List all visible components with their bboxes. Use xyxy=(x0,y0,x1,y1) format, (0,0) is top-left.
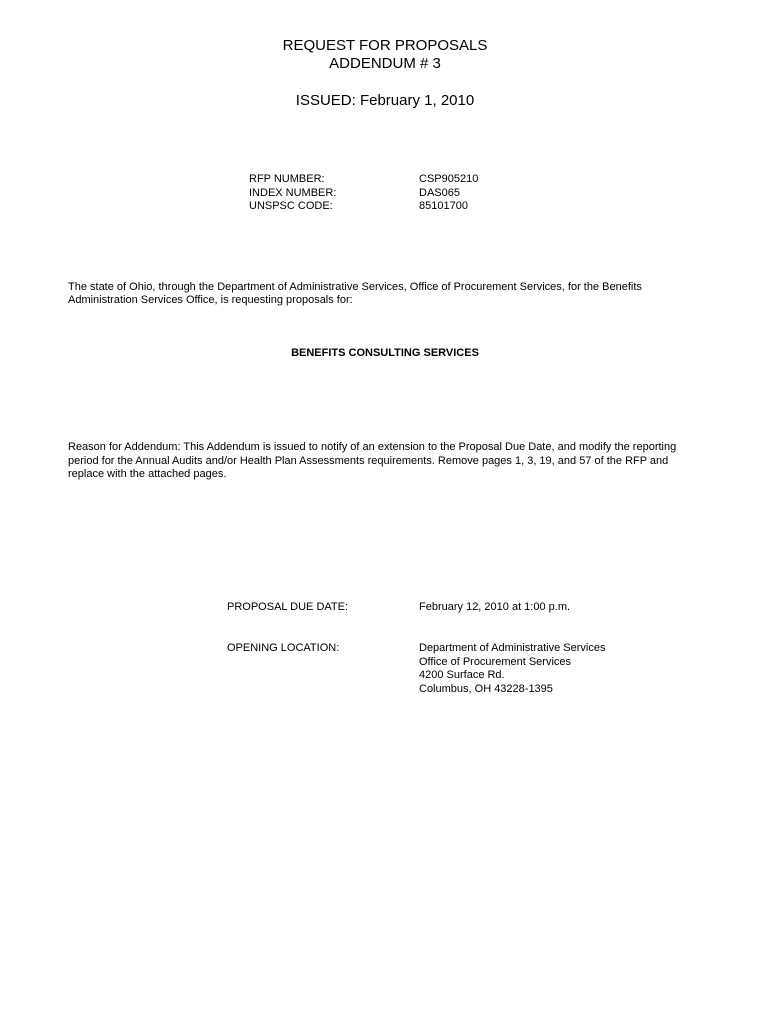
issued-date: ISSUED: February 1, 2010 xyxy=(295,92,475,109)
opening-location-label: OPENING LOCATION: xyxy=(227,642,340,654)
unspsc-code-label: UNSPSC CODE: xyxy=(249,200,333,212)
reason-line2: period for the Annual Audits and/or Health Plan Assessments requirements. Remove pages 1, 3, 19, and 57 of the RFP and xyxy=(68,455,669,467)
intro-paragraph-line1: The state of Ohio, through the Department of Administrative Services, Office of Procurement Services, for the Benefits xyxy=(68,281,642,293)
opening-location-address xyxy=(419,642,605,696)
rfp-number-value: CSP905210 xyxy=(419,173,479,185)
address-line-2: Office of Procurement Services xyxy=(419,655,572,668)
unspsc-code-value: 85101700 xyxy=(419,200,468,212)
addendum-number: ADDENDUM # 3 xyxy=(329,55,441,72)
intro-paragraph-line2: Administration Services Office, is requesting proposals for: xyxy=(68,294,353,306)
reason-line3: replace with the attached pages. xyxy=(68,468,227,480)
index-number-value: DAS065 xyxy=(419,186,460,199)
identifier-values xyxy=(419,173,478,214)
document-title: REQUEST FOR PROPOSALS xyxy=(282,37,488,54)
proposal-due-date-label: PROPOSAL DUE DATE: xyxy=(227,601,349,613)
reason-line1: Reason for Addendum: This Addendum is issued to notify of an extension to the Proposal Due Date, and modify the reporting xyxy=(68,441,677,453)
address-line-4: Columbus, OH 43228-1395 xyxy=(419,682,553,695)
proposal-due-date-value: February 12, 2010 at 1:00 p.m. xyxy=(419,601,571,613)
address-line-3: 4200 Surface Rd. xyxy=(419,669,505,681)
rfp-number-label: RFP NUMBER: xyxy=(249,173,325,185)
index-number-label: INDEX NUMBER: xyxy=(249,186,337,199)
identifier-labels xyxy=(249,173,336,214)
address-line-1: Department of Administrative Services xyxy=(419,642,606,654)
service-title: BENEFITS CONSULTING SERVICES xyxy=(291,347,479,359)
